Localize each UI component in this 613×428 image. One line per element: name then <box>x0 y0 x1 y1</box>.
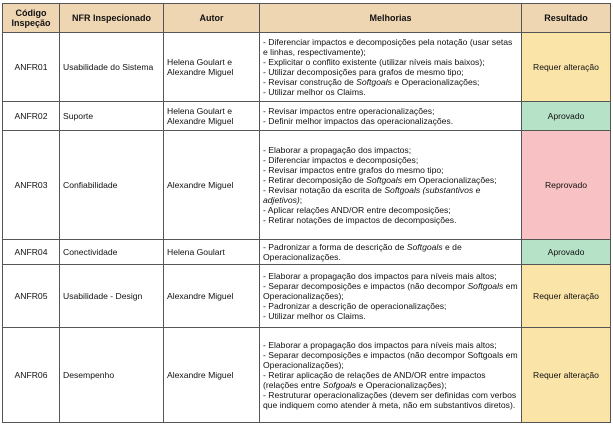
improvement-text: - Revisar impactos entre operacionalizações; <box>263 106 435 116</box>
row-autor: Helena Goulart e Alexandre Miguel <box>164 102 260 131</box>
improvement-item <box>263 165 518 175</box>
row-resultado: Requer alteração <box>522 328 611 423</box>
row-resultado: Requer alteração <box>522 265 611 328</box>
header-resultado: Resultado <box>522 4 611 33</box>
row-code: ANFR06 <box>3 328 60 423</box>
improvement-item <box>263 215 518 225</box>
row-nfr: Usabilidade do Sistema <box>60 33 164 102</box>
improvement-text: - Retirar decomposição de <box>263 175 367 185</box>
row-nfr: Confiabilidade <box>60 131 164 240</box>
improvement-text: - Padronizar a forma de descrição de <box>263 242 407 252</box>
improvement-text: e Operacionalizações); <box>356 380 447 390</box>
header-row <box>3 4 611 33</box>
improvement-text-italic: Softgoals <box>467 281 504 291</box>
improvement-item <box>263 106 518 116</box>
improvement-text: - Aplicar relações AND/OR entre decomposições; <box>263 205 451 215</box>
table-row <box>3 240 611 265</box>
improvement-text-italic: Softgoals <box>406 242 443 252</box>
improvement-item <box>263 145 518 155</box>
improvement-text: - Elaborar a propagação dos impactos para níveis mais altos; <box>263 271 497 281</box>
improvement-item <box>263 340 518 350</box>
improvement-item <box>263 301 518 311</box>
improvement-text: - Restruturar operacionalizações (devem ser definidas com verbos que indiquem como atender à meta, não em substantivos diretos). <box>263 390 517 410</box>
header-autor: Autor <box>164 4 260 33</box>
improvement-text: - Revisar notação da escrita de <box>263 185 385 195</box>
improvement-text: - Padronizar a descrição de operacionalizações; <box>263 301 447 311</box>
row-resultado: Requer alteração <box>522 33 611 102</box>
improvement-item <box>263 350 518 370</box>
improvement-item <box>263 370 518 390</box>
improvement-text: e Operacionalizações; <box>391 77 480 87</box>
improvement-text-italic: Softgoals <box>356 77 392 87</box>
improvement-item <box>263 271 518 281</box>
row-autor: Alexandre Miguel <box>164 328 260 423</box>
improvement-text: - Utilizar melhor os Claims. <box>263 87 366 97</box>
improvement-text: em Operacionalizações; <box>402 175 497 185</box>
improvements-list <box>263 270 518 322</box>
row-resultado: Aprovado <box>522 102 611 131</box>
row-melhorias <box>260 33 522 102</box>
row-nfr: Suporte <box>60 102 164 131</box>
improvement-text: - Diferenciar impactos e decomposições; <box>263 155 419 165</box>
improvement-item <box>263 390 518 410</box>
row-resultado: Reprovado <box>522 131 611 240</box>
row-nfr: Usabilidade - Design <box>60 265 164 328</box>
improvement-text: - Diferenciar impactos e decomposições pela notação (usar setas e linhas, respectivamente); <box>263 37 513 57</box>
improvement-item <box>263 242 518 262</box>
row-melhorias <box>260 265 522 328</box>
improvements-list <box>263 241 518 263</box>
improvement-item <box>263 281 518 301</box>
improvement-text: - Definir melhor impactos das operacionalizações. <box>263 116 454 126</box>
improvement-text: - Separar decomposições e impactos (não decompor Softgoals em Operacionalizações); <box>263 350 518 370</box>
row-melhorias <box>260 131 522 240</box>
improvement-item <box>263 311 518 321</box>
improvement-text-italic: Softgoals <box>366 175 403 185</box>
improvement-text: - Revisar impactos entre grafos do mesmo tipo; <box>263 165 444 175</box>
improvement-text: - Revisar construção de <box>263 77 357 87</box>
improvements-list <box>263 36 518 98</box>
improvement-text: - Retirar aplicação de relações de AND/OR entre impactos (relações entre <box>263 370 486 390</box>
improvement-item <box>263 57 518 67</box>
improvement-text: em Operacionalizações); <box>263 281 518 301</box>
header-melhorias: Melhorias <box>260 4 522 33</box>
row-autor: Helena Goulart <box>164 240 260 265</box>
nfr-inspection-table <box>2 3 611 423</box>
table-row <box>3 265 611 328</box>
header-codigo: Código Inspeção <box>3 4 60 33</box>
row-code: ANFR03 <box>3 131 60 240</box>
improvement-text: ; <box>299 195 303 205</box>
improvement-item <box>263 155 518 165</box>
row-resultado: Aprovado <box>522 240 611 265</box>
improvement-text: - Elaborar a propagação dos impactos; <box>263 145 412 155</box>
improvement-text: - Retirar notações de impactos de decomposições. <box>263 215 457 225</box>
row-nfr: Conectividade <box>60 240 164 265</box>
improvement-item <box>263 67 518 77</box>
table-row <box>3 328 611 423</box>
row-code: ANFR05 <box>3 265 60 328</box>
improvement-text: - Elaborar a propagação dos impactos para níveis mais altos; <box>263 340 497 350</box>
improvement-text: - Utilizar decomposições para grafos de mesmo tipo; <box>263 67 464 77</box>
table-row <box>3 33 611 102</box>
improvement-text: - Utilizar melhor os Claims. <box>263 311 366 321</box>
table-row <box>3 102 611 131</box>
row-autor: Alexandre Miguel <box>164 265 260 328</box>
improvement-text: e de Operacionalizações. <box>263 242 462 262</box>
row-melhorias <box>260 102 522 131</box>
header-nfr: NFR Inspecionado <box>60 4 164 33</box>
improvement-item <box>263 37 518 57</box>
improvement-item <box>263 87 518 97</box>
row-melhorias <box>260 240 522 265</box>
row-code: ANFR01 <box>3 33 60 102</box>
improvement-item <box>263 185 518 205</box>
improvements-list <box>263 105 518 127</box>
improvement-text: - Explicitar o conflito existente (utilizar níveis mais baixos); <box>263 57 485 67</box>
improvements-list <box>263 339 518 411</box>
improvement-text-italic: Sofgoals <box>322 380 357 390</box>
improvement-item <box>263 175 518 185</box>
improvement-item <box>263 205 518 215</box>
improvement-text-italic: Softgoals (substantivos e adjetivos) <box>263 185 481 205</box>
improvement-text: - Separar decomposições e impactos (não decompor <box>263 281 468 291</box>
row-melhorias <box>260 328 522 423</box>
row-code: ANFR02 <box>3 102 60 131</box>
row-autor: Helena Goulart e Alexandre Miguel <box>164 33 260 102</box>
row-autor: Alexandre Miguel <box>164 131 260 240</box>
row-code: ANFR04 <box>3 240 60 265</box>
improvement-item <box>263 77 518 87</box>
improvement-item <box>263 116 518 126</box>
table-row <box>3 131 611 240</box>
row-nfr: Desempenho <box>60 328 164 423</box>
improvements-list <box>263 144 518 226</box>
